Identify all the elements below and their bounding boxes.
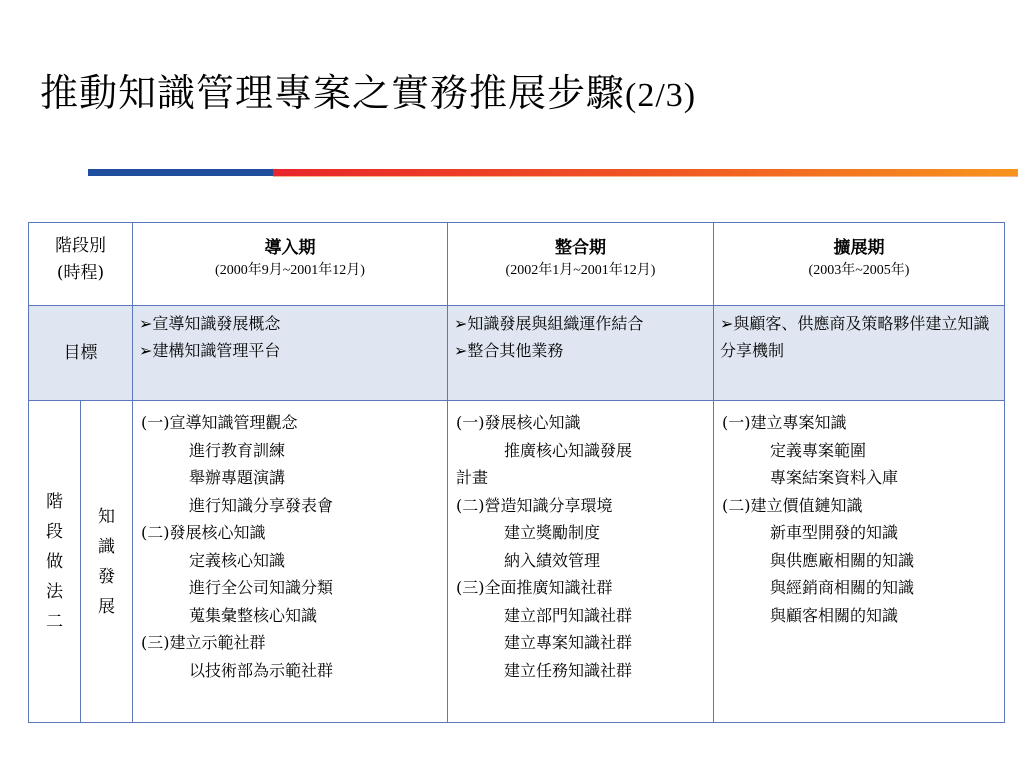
phase-name: 導入期 — [264, 238, 316, 258]
method-line: 與顧客相關的知識 — [770, 605, 899, 625]
method-label-char: 段 — [46, 521, 63, 542]
phase-name: 整合期 — [555, 238, 606, 258]
method-line: 建立部門知識社群 — [504, 605, 633, 625]
sub-label-char: 展 — [98, 596, 115, 617]
corner-label-cell — [29, 223, 133, 306]
method-line: 以技術部為示範社群 — [189, 660, 334, 680]
goal-row — [29, 306, 1005, 401]
goal-item: ➢與顧客、供應商及策略夥伴建立知識分享機制 — [720, 314, 990, 360]
goal-label: 目標 — [29, 306, 133, 401]
slide-title — [40, 68, 1000, 121]
method-cell-3 — [714, 401, 1005, 723]
method-cell-1 — [133, 401, 448, 723]
method-line: 計畫 — [456, 468, 489, 487]
method-cell-2 — [448, 401, 714, 723]
method-line: 建立獎勵制度 — [504, 523, 601, 542]
method-label — [29, 401, 81, 723]
slide-title-suffix: (2/3) — [625, 77, 697, 114]
method-line: 納入績效管理 — [504, 550, 601, 570]
method-label-char: 做 — [46, 551, 63, 572]
km-steps-table — [28, 222, 1005, 723]
corner-label-line2: (時程) — [56, 263, 105, 283]
method-line: 建立專案知識社群 — [504, 633, 633, 652]
method-line: 進行知識分享發表會 — [189, 495, 334, 515]
corner-label-line1: 階段別 — [55, 236, 106, 256]
phase-header-3 — [714, 223, 1005, 306]
method-line: 與供應廠相關的知識 — [770, 550, 915, 570]
goal-item: ➢建構知識管理平台 — [139, 341, 281, 360]
method-line: (一)發展核心知識 — [456, 413, 581, 432]
method-label-char: 法 — [46, 581, 63, 602]
method-line: 專案結案資料入庫 — [770, 468, 899, 487]
method-line: 舉辦專題演講 — [189, 468, 286, 487]
phase-header-2 — [448, 223, 714, 306]
goal-cell-3 — [714, 306, 1005, 401]
header-row — [29, 223, 1005, 306]
method-line: (一)宣導知識管理觀念 — [141, 413, 298, 432]
goal-item: ➢整合其他業務 — [454, 341, 564, 360]
method-line: 進行全公司知識分類 — [189, 578, 334, 597]
phase-period: (2003年~2005年) — [808, 263, 910, 278]
method-label-char: 二 — [46, 611, 63, 632]
method-line: (二)建立價值鏈知識 — [722, 495, 863, 515]
goal-cell-1 — [133, 306, 448, 401]
method-line: 蒐集彙整核心知識 — [189, 605, 318, 625]
divider-blue-segment — [88, 169, 273, 176]
method-line: (一)建立專案知識 — [722, 413, 847, 432]
method-line: (二)發展核心知識 — [141, 523, 266, 542]
method-row — [29, 401, 1005, 723]
method-line: (三)全面推廣知識社群 — [456, 578, 613, 597]
method-line: 新車型開發的知識 — [770, 523, 899, 542]
method-line: 定義專案範圍 — [770, 440, 867, 460]
sub-label-char: 知 — [98, 506, 115, 527]
method-line: 建立任務知識社群 — [504, 660, 633, 680]
phase-period: (2002年1月~2001年12月) — [505, 263, 656, 278]
goal-item: ➢知識發展與組織運作結合 — [454, 314, 644, 333]
sub-label-char: 發 — [98, 566, 115, 587]
method-line: 推廣核心知識發展 — [504, 440, 633, 460]
phase-name: 擴展期 — [833, 238, 885, 258]
sub-label — [81, 401, 133, 723]
goal-item: ➢宣導知識發展概念 — [139, 314, 281, 333]
title-divider — [88, 169, 1018, 177]
method-line: 進行教育訓練 — [189, 440, 286, 460]
method-line: 定義核心知識 — [189, 550, 286, 570]
phase-period: (2000年9月~2001年12月) — [215, 263, 365, 278]
phase-header-1 — [133, 223, 448, 306]
method-line: (二)營造知識分享環境 — [456, 495, 613, 515]
divider-red-segment — [273, 169, 1018, 176]
sub-label-char: 識 — [98, 536, 115, 557]
method-line: 與經銷商相關的知識 — [770, 578, 915, 597]
slide-title-main: 推動知識管理專案之實務推展步驟 — [40, 71, 626, 115]
goal-cell-2 — [448, 306, 714, 401]
method-line: (三)建立示範社群 — [141, 633, 266, 652]
method-label-char: 階 — [46, 491, 63, 512]
